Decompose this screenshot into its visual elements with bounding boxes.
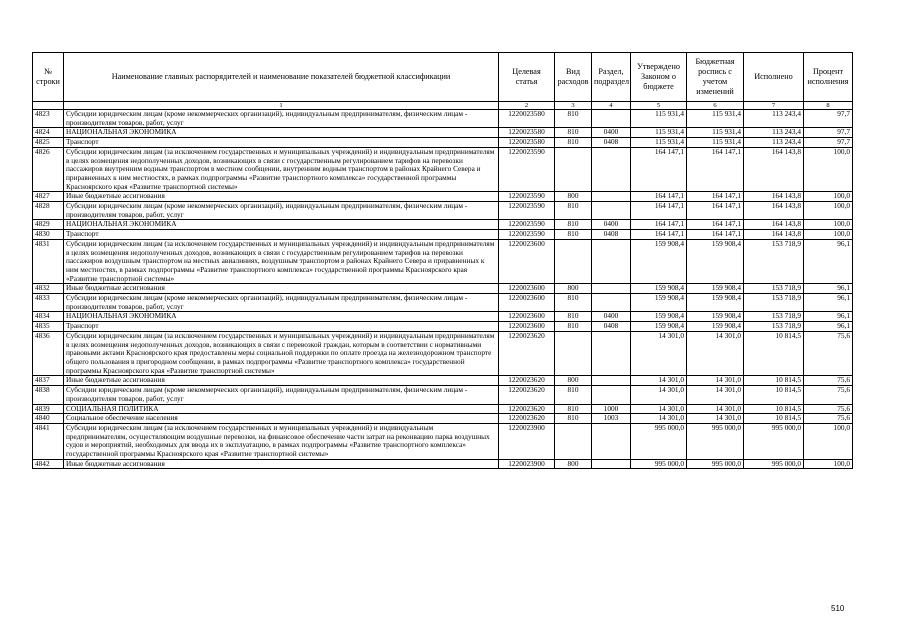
table-row xyxy=(33,284,853,294)
expense-type-cell: 810 xyxy=(555,138,592,148)
expense-type-cell: 800 xyxy=(555,192,592,202)
budget-schedule-cell: 995 000,0 xyxy=(687,459,744,469)
section-cell xyxy=(592,284,631,294)
approved-cell: 14 301,0 xyxy=(631,331,687,376)
section-cell xyxy=(592,331,631,376)
target-article-cell: 1220023590 xyxy=(499,220,555,230)
header-row-number: № строки xyxy=(33,53,64,102)
row-name-cell: Субсидии юридическим лицам (кроме некоммерческих организаций), индивидуальным предпринимателям, физическим лицам - производителям товаров, работ, услуг xyxy=(64,294,499,312)
approved-cell: 14 301,0 xyxy=(631,386,687,404)
executed-cell: 164 143,8 xyxy=(744,202,804,220)
row-number-cell: 4834 xyxy=(33,312,64,322)
row-name-cell: Субсидии юридическим лицам (за исключением государственных и муниципальных учреждений) и индивидуальным предпринимателям в целях возмещения недополученных доходов, возникающих в связи с государственным регулированием тарифов на перевозки пассажиров внутренним водным транспортом в местном сообщении, внутренним водным транспортом в районах Крайнего Севера и приравненных к ним местностях, в рамках подпрограммы «Развитие транспортного комплекса» государственной программы Красноярского края «Развитие транспортной системы» xyxy=(64,147,499,192)
approved-cell: 164 147,1 xyxy=(631,147,687,192)
approved-cell: 164 147,1 xyxy=(631,230,687,240)
row-name-cell: Иные бюджетные ассигнования xyxy=(64,192,499,202)
expense-type-cell xyxy=(555,423,592,459)
row-number-cell: 4835 xyxy=(33,322,64,332)
section-cell: 0400 xyxy=(592,220,631,230)
row-name-cell: Субсидии юридическим лицам (за исключением государственных и муниципальных учреждений) и индивидуальным предпринимателям в целях возмещения недополученных доходов, возникающих в связи с перевозкой граждан, которым в соответствии с нормативными правовыми актами Красноярского края предоставлены меры социальной поддержки по оплате проезда на железнодорожном транспорте общего пользования в пригородном сообщении, в рамках подпрограммы «Развитие транспортного комплекса» государственной программы Красноярского края «Развитие транспортной системы» xyxy=(64,331,499,376)
budget-schedule-cell: 164 147,1 xyxy=(687,147,744,192)
budget-schedule-cell: 164 147,1 xyxy=(687,220,744,230)
expense-type-cell: 810 xyxy=(555,414,592,424)
expense-type-cell: 810 xyxy=(555,312,592,322)
header-section: Раздел, подраздел xyxy=(592,53,631,102)
approved-cell: 164 147,1 xyxy=(631,202,687,220)
budget-schedule-cell: 14 301,0 xyxy=(687,414,744,424)
row-name-cell: Транспорт xyxy=(64,230,499,240)
percent-cell: 96,1 xyxy=(804,239,853,284)
executed-cell: 164 143,8 xyxy=(744,230,804,240)
approved-cell: 159 908,4 xyxy=(631,294,687,312)
section-cell: 0408 xyxy=(592,322,631,332)
expense-type-cell: 800 xyxy=(555,284,592,294)
percent-cell: 100,0 xyxy=(804,230,853,240)
section-cell xyxy=(592,376,631,386)
table-row xyxy=(33,294,853,312)
target-article-cell: 1220023620 xyxy=(499,414,555,424)
expense-type-cell xyxy=(555,331,592,376)
executed-cell: 10 814,5 xyxy=(744,414,804,424)
table-row xyxy=(33,404,853,414)
percent-cell: 75,6 xyxy=(804,376,853,386)
section-cell: 0400 xyxy=(592,312,631,322)
executed-cell: 164 143,8 xyxy=(744,192,804,202)
percent-cell: 75,6 xyxy=(804,404,853,414)
approved-cell: 115 931,4 xyxy=(631,128,687,138)
header-target-article: Целевая статья xyxy=(499,53,555,102)
executed-cell: 113 243,4 xyxy=(744,128,804,138)
table-row xyxy=(33,414,853,424)
section-cell xyxy=(592,459,631,469)
row-name-cell: НАЦИОНАЛЬНАЯ ЭКОНОМИКА xyxy=(64,128,499,138)
expense-type-cell: 810 xyxy=(555,220,592,230)
budget-schedule-cell: 164 147,1 xyxy=(687,202,744,220)
approved-cell: 159 908,4 xyxy=(631,322,687,332)
row-number-cell: 4828 xyxy=(33,202,64,220)
target-article-cell: 1220023590 xyxy=(499,147,555,192)
column-number: 7 xyxy=(744,102,804,110)
approved-cell: 995 000,0 xyxy=(631,423,687,459)
executed-cell: 153 718,9 xyxy=(744,322,804,332)
target-article-cell: 1220023620 xyxy=(499,404,555,414)
table-row xyxy=(33,202,853,220)
percent-cell: 96,1 xyxy=(804,284,853,294)
table-row xyxy=(33,138,853,148)
column-number-row xyxy=(33,102,853,110)
expense-type-cell: 810 xyxy=(555,230,592,240)
row-number-cell: 4839 xyxy=(33,404,64,414)
table-row xyxy=(33,423,853,459)
target-article-cell: 1220023590 xyxy=(499,202,555,220)
target-article-cell: 1220023600 xyxy=(499,239,555,284)
percent-cell: 100,0 xyxy=(804,202,853,220)
row-name-cell: Субсидии юридическим лицам (кроме некоммерческих организаций), индивидуальным предпринимателям, физическим лицам - производителям товаров, работ, услуг xyxy=(64,386,499,404)
row-number-cell: 4830 xyxy=(33,230,64,240)
expense-type-cell xyxy=(555,147,592,192)
executed-cell: 164 143,8 xyxy=(744,220,804,230)
percent-cell: 97,7 xyxy=(804,110,853,128)
row-number-cell: 4842 xyxy=(33,459,64,469)
executed-cell: 113 243,4 xyxy=(744,110,804,128)
approved-cell: 159 908,4 xyxy=(631,239,687,284)
section-cell xyxy=(592,192,631,202)
target-article-cell: 1220023580 xyxy=(499,110,555,128)
row-name-cell: Субсидии юридическим лицам (кроме некоммерческих организаций), индивидуальным предпринимателям, физическим лицам - производителям товаров, работ, услуг xyxy=(64,202,499,220)
budget-schedule-cell: 14 301,0 xyxy=(687,386,744,404)
executed-cell: 10 814,5 xyxy=(744,386,804,404)
section-cell: 1003 xyxy=(592,414,631,424)
column-number: 8 xyxy=(804,102,853,110)
target-article-cell: 1220023590 xyxy=(499,192,555,202)
row-name-cell: Субсидии юридическим лицам (кроме некоммерческих организаций), индивидуальным предпринимателям, физическим лицам - производителям товаров, работ, услуг xyxy=(64,110,499,128)
row-number-cell: 4838 xyxy=(33,386,64,404)
percent-cell: 100,0 xyxy=(804,192,853,202)
page-number: 510 xyxy=(831,604,845,613)
row-name-cell: СОЦИАЛЬНАЯ ПОЛИТИКА xyxy=(64,404,499,414)
row-number-cell: 4827 xyxy=(33,192,64,202)
expense-type-cell: 810 xyxy=(555,404,592,414)
column-number: 5 xyxy=(631,102,687,110)
section-cell xyxy=(592,110,631,128)
row-name-cell: Социальное обеспечение населения xyxy=(64,414,499,424)
target-article-cell: 1220023620 xyxy=(499,376,555,386)
executed-cell: 153 718,9 xyxy=(744,294,804,312)
budget-schedule-cell: 164 147,1 xyxy=(687,192,744,202)
executed-cell: 10 814,5 xyxy=(744,376,804,386)
target-article-cell: 1220023590 xyxy=(499,230,555,240)
section-cell xyxy=(592,202,631,220)
percent-cell: 100,0 xyxy=(804,147,853,192)
executed-cell: 10 814,5 xyxy=(744,404,804,414)
approved-cell: 164 147,1 xyxy=(631,192,687,202)
row-name-cell: Транспорт xyxy=(64,138,499,148)
column-number: 1 xyxy=(64,102,499,110)
percent-cell: 75,6 xyxy=(804,386,853,404)
budget-schedule-cell: 14 301,0 xyxy=(687,331,744,376)
budget-table xyxy=(32,52,853,469)
row-name-cell: НАЦИОНАЛЬНАЯ ЭКОНОМИКА xyxy=(64,312,499,322)
column-number: 2 xyxy=(499,102,555,110)
table-row xyxy=(33,147,853,192)
target-article-cell: 1220023620 xyxy=(499,386,555,404)
budget-schedule-cell: 159 908,4 xyxy=(687,284,744,294)
executed-cell: 113 243,4 xyxy=(744,138,804,148)
section-cell xyxy=(592,239,631,284)
expense-type-cell: 800 xyxy=(555,376,592,386)
budget-schedule-cell: 115 931,4 xyxy=(687,128,744,138)
header-budget-schedule: Бюджетная роспись с учетом изменений xyxy=(687,53,744,102)
table-row xyxy=(33,322,853,332)
header-approved: Утверждено Законом о бюджете xyxy=(631,53,687,102)
section-cell: 1000 xyxy=(592,404,631,414)
target-article-cell: 1220023580 xyxy=(499,128,555,138)
expense-type-cell: 810 xyxy=(555,322,592,332)
row-number-cell: 4825 xyxy=(33,138,64,148)
column-number: 3 xyxy=(555,102,592,110)
row-name-cell: Иные бюджетные ассигнования xyxy=(64,284,499,294)
table-row xyxy=(33,239,853,284)
budget-schedule-cell: 14 301,0 xyxy=(687,376,744,386)
table-row xyxy=(33,220,853,230)
row-name-cell: Иные бюджетные ассигнования xyxy=(64,376,499,386)
approved-cell: 115 931,4 xyxy=(631,138,687,148)
percent-cell: 97,7 xyxy=(804,138,853,148)
table-row xyxy=(33,192,853,202)
table-row xyxy=(33,386,853,404)
row-number-cell: 4841 xyxy=(33,423,64,459)
budget-schedule-cell: 159 908,4 xyxy=(687,312,744,322)
row-number-cell: 4836 xyxy=(33,331,64,376)
budget-schedule-cell: 164 147,1 xyxy=(687,230,744,240)
row-name-cell: Транспорт xyxy=(64,322,499,332)
budget-table-sheet xyxy=(32,52,852,469)
row-number-cell: 4829 xyxy=(33,220,64,230)
budget-schedule-cell: 115 931,4 xyxy=(687,110,744,128)
row-number-cell: 4837 xyxy=(33,376,64,386)
percent-cell: 96,1 xyxy=(804,312,853,322)
executed-cell: 153 718,9 xyxy=(744,312,804,322)
row-number-cell: 4826 xyxy=(33,147,64,192)
budget-schedule-cell: 115 931,4 xyxy=(687,138,744,148)
expense-type-cell: 810 xyxy=(555,294,592,312)
executed-cell: 164 143,8 xyxy=(744,147,804,192)
percent-cell: 100,0 xyxy=(804,220,853,230)
table-row xyxy=(33,459,853,469)
budget-schedule-cell: 159 908,4 xyxy=(687,322,744,332)
table-row xyxy=(33,312,853,322)
section-cell: 0400 xyxy=(592,128,631,138)
expense-type-cell xyxy=(555,239,592,284)
approved-cell: 159 908,4 xyxy=(631,284,687,294)
section-cell xyxy=(592,386,631,404)
budget-schedule-cell: 995 000,0 xyxy=(687,423,744,459)
target-article-cell: 1220023580 xyxy=(499,138,555,148)
approved-cell: 995 000,0 xyxy=(631,459,687,469)
row-name-cell: Иные бюджетные ассигнования xyxy=(64,459,499,469)
target-article-cell: 1220023900 xyxy=(499,459,555,469)
percent-cell: 100,0 xyxy=(804,459,853,469)
target-article-cell: 1220023600 xyxy=(499,312,555,322)
row-name-cell: Субсидии юридическим лицам (за исключением государственных и муниципальных учреждений) и индивидуальным предпринимателям в целях возмещения недополученных доходов, возникающих в связи с государственным регулированием тарифов на перевозки пассажиров воздушным транспортом на местных авиалиниях, воздушным транспортом в районах Крайнего Севера и приравненных к ним местностях, в рамках подпрограммы «Развитие транспортного комплекса» государственной программы Красноярского края «Развитие транспортной системы» xyxy=(64,239,499,284)
approved-cell: 14 301,0 xyxy=(631,414,687,424)
section-cell xyxy=(592,423,631,459)
target-article-cell: 1220023600 xyxy=(499,284,555,294)
executed-cell: 995 000,0 xyxy=(744,459,804,469)
approved-cell: 115 931,4 xyxy=(631,110,687,128)
column-number xyxy=(33,102,64,110)
target-article-cell: 1220023600 xyxy=(499,294,555,312)
percent-cell: 75,6 xyxy=(804,414,853,424)
header-executed: Исполнено xyxy=(744,53,804,102)
section-cell xyxy=(592,147,631,192)
target-article-cell: 1220023620 xyxy=(499,331,555,376)
row-number-cell: 4832 xyxy=(33,284,64,294)
table-row xyxy=(33,331,853,376)
expense-type-cell: 810 xyxy=(555,386,592,404)
expense-type-cell: 810 xyxy=(555,202,592,220)
percent-cell: 97,7 xyxy=(804,128,853,138)
budget-schedule-cell: 14 301,0 xyxy=(687,404,744,414)
row-number-cell: 4833 xyxy=(33,294,64,312)
percent-cell: 100,0 xyxy=(804,423,853,459)
header-expense-type: Вид расходов xyxy=(555,53,592,102)
row-name-cell: Субсидии юридическим лицам (за исключением государственных и муниципальных учреждений) и индивидуальным предпринимателям, осуществляющим воздушные перевозки, на финансовое обеспечение части затрат на реконвацию парка воздушных судов и мероприятий, необходимых для ввода их в эксплуатацию, в рамках подпрограммы «Развитие транспортного комплекса» государственной программы Красноярского края «Развитие транспортной системы» xyxy=(64,423,499,459)
budget-schedule-cell: 159 908,4 xyxy=(687,294,744,312)
header-percent: Процент исполнения xyxy=(804,53,853,102)
table-row xyxy=(33,376,853,386)
expense-type-cell: 810 xyxy=(555,128,592,138)
expense-type-cell: 810 xyxy=(555,110,592,128)
row-name-cell: НАЦИОНАЛЬНАЯ ЭКОНОМИКА xyxy=(64,220,499,230)
column-number: 6 xyxy=(687,102,744,110)
percent-cell: 75,6 xyxy=(804,331,853,376)
row-number-cell: 4824 xyxy=(33,128,64,138)
expense-type-cell: 800 xyxy=(555,459,592,469)
executed-cell: 153 718,9 xyxy=(744,239,804,284)
target-article-cell: 1220023900 xyxy=(499,423,555,459)
approved-cell: 14 301,0 xyxy=(631,376,687,386)
row-number-cell: 4831 xyxy=(33,239,64,284)
table-header-row xyxy=(33,53,853,102)
approved-cell: 159 908,4 xyxy=(631,312,687,322)
table-row xyxy=(33,230,853,240)
column-number: 4 xyxy=(592,102,631,110)
executed-cell: 995 000,0 xyxy=(744,423,804,459)
executed-cell: 10 814,5 xyxy=(744,331,804,376)
target-article-cell: 1220023600 xyxy=(499,322,555,332)
percent-cell: 96,1 xyxy=(804,294,853,312)
budget-schedule-cell: 159 908,4 xyxy=(687,239,744,284)
section-cell: 0408 xyxy=(592,138,631,148)
header-name: Наименование главных распорядителей и наименование показателей бюджетной классификации xyxy=(64,53,499,102)
row-number-cell: 4840 xyxy=(33,414,64,424)
approved-cell: 14 301,0 xyxy=(631,404,687,414)
section-cell: 0408 xyxy=(592,230,631,240)
approved-cell: 164 147,1 xyxy=(631,220,687,230)
executed-cell: 153 718,9 xyxy=(744,284,804,294)
table-row xyxy=(33,110,853,128)
table-row xyxy=(33,128,853,138)
section-cell xyxy=(592,294,631,312)
row-number-cell: 4823 xyxy=(33,110,64,128)
percent-cell: 96,1 xyxy=(804,322,853,332)
